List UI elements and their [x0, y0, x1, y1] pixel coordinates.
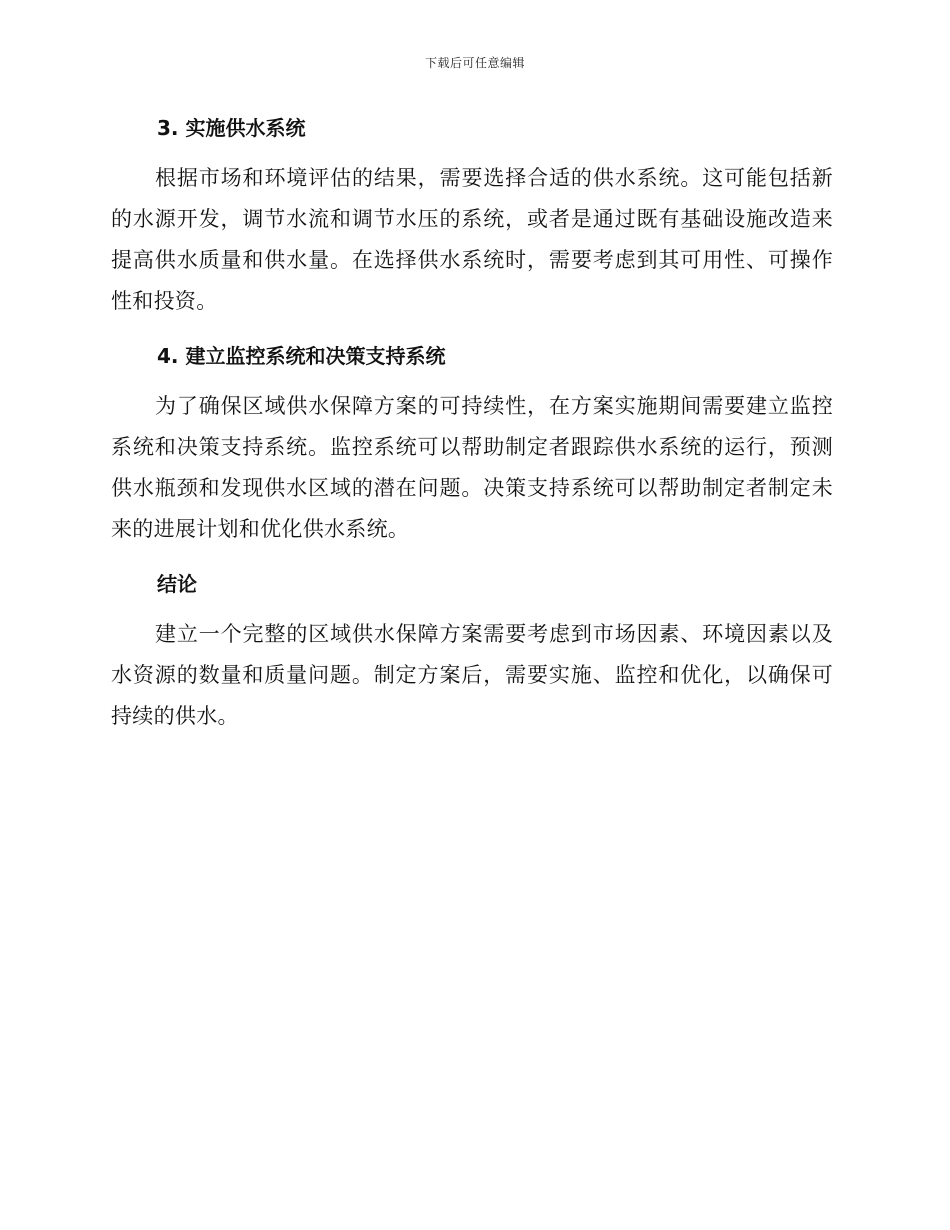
- section-paragraph: 为了确保区域供水保障方案的可持续性，在方案实施期间需要建立监控系统和决策支持系统。监控系统可以帮助制定者跟踪供水系统的运行，预测供水瓶颈和发现供水区域的潜在问题。决策支持系统可以帮助制定者制定未来的进展计划和优化供水系统。: [111, 394, 833, 541]
- section-heading: 3. 实施供水系统: [157, 116, 306, 140]
- section-heading: 结论: [157, 572, 197, 596]
- section-heading: 4. 建立监控系统和决策支持系统: [157, 344, 446, 368]
- section-paragraph: 建立一个完整的区域供水保障方案需要考虑到市场因素、环境因素以及水资源的数量和质量问题。制定方案后，需要实施、监控和优化，以确保可持续的供水。: [111, 622, 833, 728]
- document-body: [111, 108, 833, 749]
- section-paragraph: 根据市场和环境评估的结果，需要选择合适的供水系统。这可能包括新的水源开发，调节水流和调节水压的系统，或者是通过既有基础设施改造来提高供水质量和供水量。在选择供水系统时，需要考虑到其可用性、可操作性和投资。: [111, 166, 833, 313]
- section-monitoring-decision-support: [111, 336, 833, 550]
- header-note: 下载后可任意编辑: [424, 56, 525, 70]
- section-implement-water-supply: [111, 108, 833, 322]
- section-conclusion: [111, 564, 833, 737]
